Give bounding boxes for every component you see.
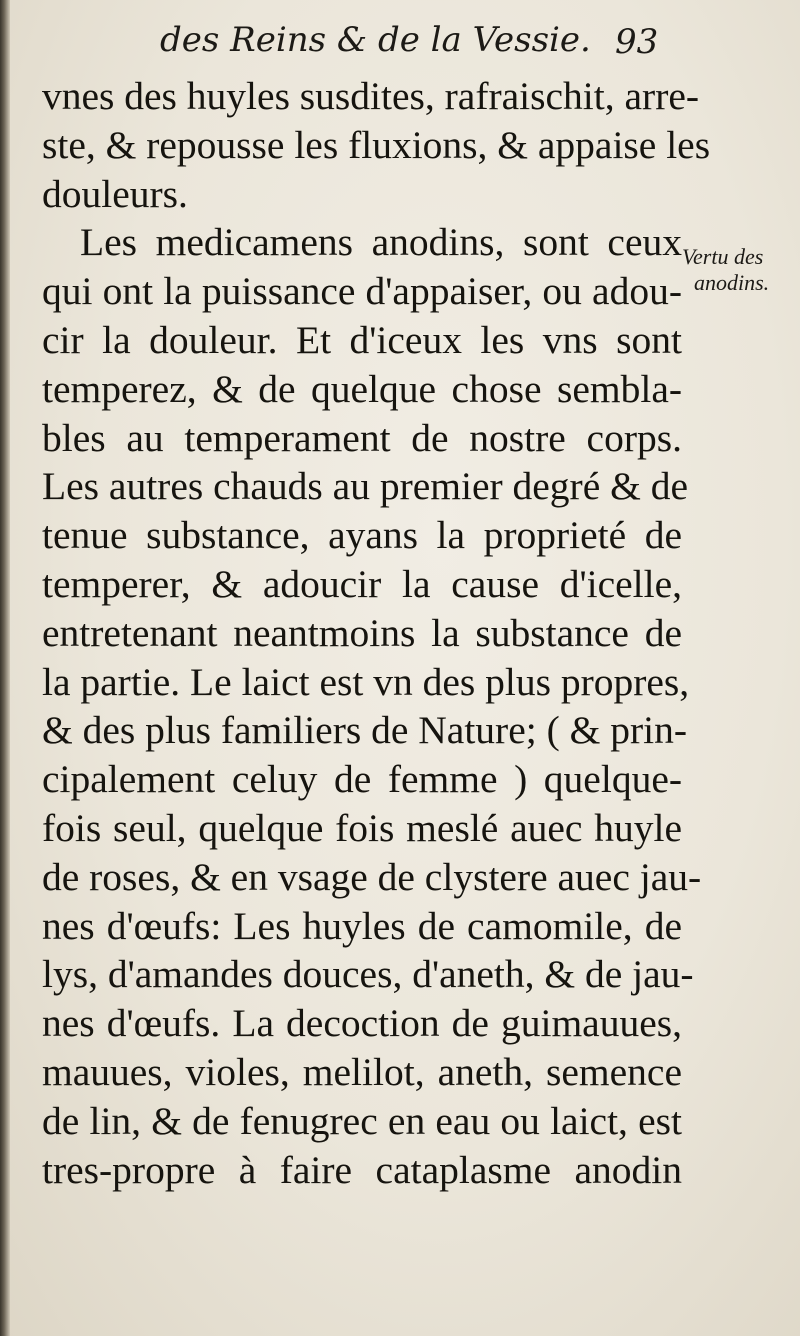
text-line: Les autres chauds au premier degré & de <box>42 464 688 509</box>
text-line: la partie. Le laict est vn des plus propres, <box>42 659 690 704</box>
margin-note <box>682 244 797 296</box>
text-line: cipalement celuy de femme ) quelque- <box>42 757 682 802</box>
text-line: qui ont la puissance d'appaiser, ou adou- <box>42 269 682 314</box>
margin-note-line: anodins. <box>694 270 770 295</box>
page-gutter-shadow <box>0 0 10 1336</box>
text-line: temperer, & adoucir la cause d'icelle, <box>42 561 682 606</box>
text-line: nes d'œufs. La decoction de guimauues, <box>42 1001 682 1046</box>
text-line: fois seul, quelque fois meslé auec huyle <box>42 805 682 850</box>
text-line: tres-propre à faire cataplasme anodin <box>42 1147 682 1192</box>
page-number: 93 <box>615 22 659 62</box>
text-line: & des plus familiers de Nature; ( & prin- <box>42 708 687 753</box>
text-line: ste, & repousse les fluxions, & appaise les <box>42 122 711 167</box>
text-line: de roses, & en vsage de clystere auec jau- <box>42 854 702 899</box>
text-line: cir la douleur. Et d'iceux les vns sont <box>42 317 682 362</box>
body-text <box>42 72 711 1194</box>
text-line: tenue substance, ayans la proprieté de <box>42 513 682 558</box>
margin-note-line: Vertu des <box>682 244 764 269</box>
running-title: des Reins & de la Vessie. <box>160 20 591 60</box>
text-line: vnes des huyles susdites, rafraischit, arre- <box>42 74 700 118</box>
text-line: douleurs. <box>42 171 188 216</box>
text-line: nes d'œufs: Les huyles de camomile, de <box>42 903 682 948</box>
text-line: Les medicamens anodins, sont ceux <box>80 220 682 265</box>
text-line: de lin, & de fenugrec en eau ou laict, est <box>42 1098 682 1143</box>
text-line: lys, d'amandes douces, d'aneth, & de jau- <box>42 952 694 997</box>
text-line: bles au temperament de nostre corps. <box>42 415 682 460</box>
text-line: mauues, violes, melilot, aneth, semence <box>42 1049 682 1094</box>
text-line: temperez, & de quelque chose sembla- <box>42 366 682 411</box>
text-line: entretenant neantmoins la substance de <box>42 610 682 655</box>
